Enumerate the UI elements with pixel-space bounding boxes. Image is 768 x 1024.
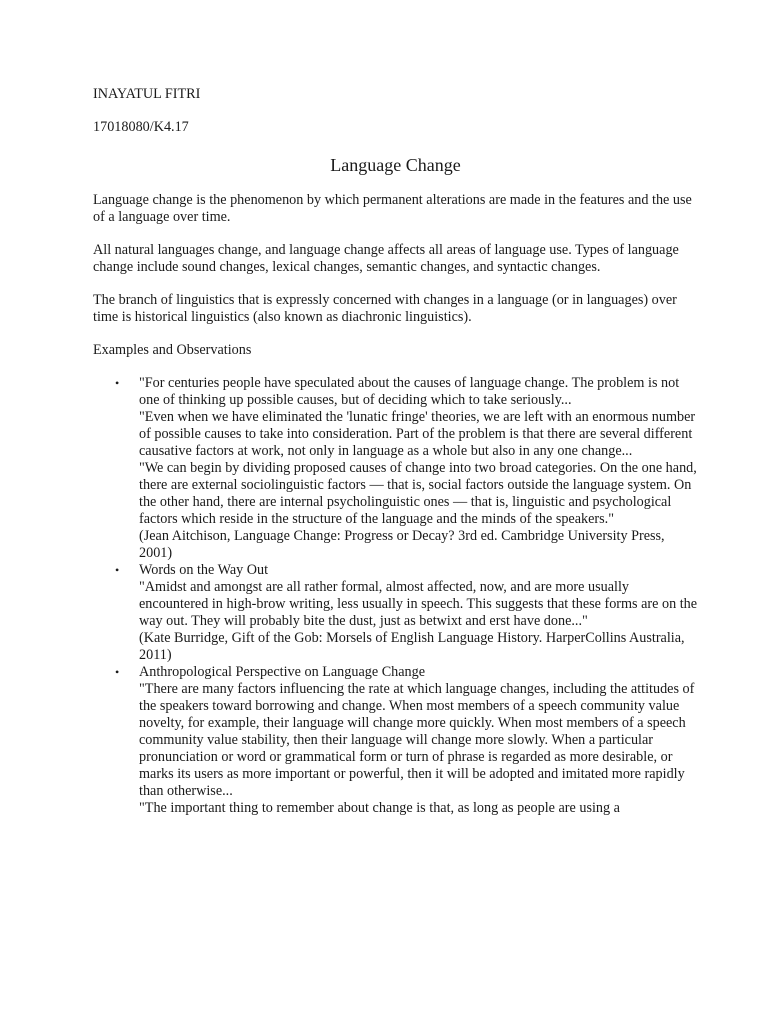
paragraph-definition: Language change is the phenomenon by which permanent alterations are made in the features and the use of a language over time. [93,192,692,225]
quote-text: "There are many factors influencing the rate at which language changes, including the attitudes of the speakers toward borrowing and change. When most members of a speech community value novelty, for example, their language will change more quickly. When most members of a speech community value stability, then their language will change more slowly. When a particular pronunciation or word or grammatical form or turn of phrase is regarded as more desirable, or marks its users as more important or powerful, then it will be adopted and imitated more rapidly than otherwise... [139,681,695,799]
list-item [93,562,698,664]
quote-text: "Amidst and amongst are all rather formal, almost affected, now, and are more usually encountered in high-brow writing, less usually in speech. This suggests that these forms are on the way out. They will probably bite the dust, just as betwixt and erst have done..." [139,579,698,629]
section-heading-examples: Examples and Observations [93,342,252,358]
quote-text: "Even when we have eliminated the 'lunatic fringe' theories, we are left with an enormous number of possible causes to take into consideration. Part of the problem is that there are several different causative factors at work, not only in language as a whole but also in any one change... [139,409,696,459]
list-item [93,664,698,817]
quote-text: "The important thing to remember about change is that, as long as people are using a [139,800,620,816]
list-item-heading: Anthropological Perspective on Language Change [139,664,426,680]
list-item [93,375,698,562]
document-title: Language Change [330,155,461,175]
quote-text: "For centuries people have speculated about the causes of language change. The problem is not one of thinking up possible causes, but of deciding which to take seriously... [139,375,680,408]
paragraph-types: All natural languages change, and language change affects all areas of language use. Types of language change include sound changes, lexical changes, semantic changes, and syntactic changes. [93,242,679,275]
quote-text: "We can begin by dividing proposed causes of change into two broad categories. On the one hand, there are external sociolinguistic factors — that is, social factors outside the language system. On the other hand, there are internal psycholinguistic ones — that is, linguistic and psychological factors which reside in the structure of the language and the minds of the speakers." [139,460,697,527]
list-item-heading: Words on the Way Out [139,562,269,578]
bullet-icon: • [115,376,120,390]
bullet-icon: • [115,665,120,679]
citation: (Jean Aitchison, Language Change: Progress or Decay? 3rd ed. Cambridge University Press, 2001) [139,528,665,561]
author-name: INAYATUL FITRI [93,86,201,102]
student-id: 17018080/K4.17 [93,119,189,135]
examples-list [93,375,698,817]
paragraph-historical-linguistics: The branch of linguistics that is expressly concerned with changes in a language (or in languages) over time is historical linguistics (also known as diachronic linguistics). [93,292,677,325]
citation: (Kate Burridge, Gift of the Gob: Morsels of English Language History. HarperCollins Australia, 2011) [139,630,685,663]
bullet-icon: • [115,563,120,577]
